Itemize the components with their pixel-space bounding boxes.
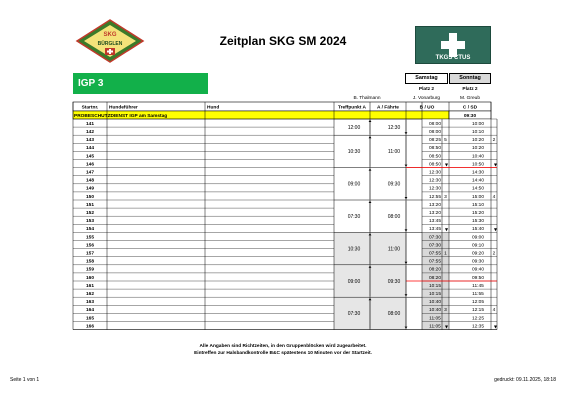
col-header: B / UO: [419, 105, 435, 111]
cell-c-bg: [449, 151, 491, 159]
arrow-up-head: [369, 120, 372, 122]
time-c: 09:20: [471, 251, 485, 257]
judge-right: M. Greub: [460, 96, 480, 101]
cell-c-bg: [449, 143, 491, 151]
arrow-up-head: [369, 201, 372, 203]
time-b: 11:05: [429, 324, 441, 330]
time-c: 15:30: [471, 219, 485, 225]
time-b: 12:30: [428, 186, 442, 192]
time-c: 12:15: [471, 308, 485, 314]
col-header: Hund: [207, 105, 220, 111]
treffpunkt-time: 09:00: [347, 278, 361, 285]
start-number: 164: [85, 308, 95, 314]
time-c: 09:40: [471, 267, 485, 273]
cell-c-bg: [449, 216, 491, 224]
time-c: 14:30: [471, 170, 485, 176]
treffpunkt-time: 07:30: [347, 311, 361, 318]
time-b: 10:15: [428, 283, 442, 289]
time-b: 07:55: [428, 251, 442, 257]
time-b: 07:55: [428, 259, 442, 265]
start-number: 156: [85, 243, 95, 249]
cell-c-bg: [449, 289, 491, 297]
time-c: 10:00: [471, 121, 485, 127]
time-c: 10:10: [471, 130, 485, 135]
cell-c-bg: [449, 160, 491, 168]
tkgs-logo-text: TKGS CTUS: [435, 55, 471, 61]
start-number: 159: [85, 267, 95, 273]
cell-c-bg: [449, 135, 491, 143]
group-b: 3: [444, 308, 447, 314]
arrow-down-icon: [494, 164, 497, 167]
cell-c-bg: [449, 297, 491, 305]
time-b: 08:25: [428, 138, 442, 144]
start-number: 143: [85, 138, 95, 144]
time-b: 08:50: [428, 162, 442, 168]
start-number: 154: [85, 227, 95, 233]
time-b: 12:30: [428, 170, 442, 176]
col-header: Treffpunkt A: [337, 105, 367, 111]
time-c: 15:10: [471, 202, 485, 208]
group-c: 4: [492, 194, 496, 200]
col-header: Startnr.: [81, 105, 99, 111]
time-c: 09:10: [471, 243, 485, 249]
time-c: 10:20: [471, 138, 485, 144]
faehrte-time: 11:00: [387, 246, 401, 253]
start-number: 142: [85, 130, 95, 135]
time-b: 07:30: [428, 235, 442, 241]
section-time: 09:30: [463, 113, 477, 119]
footer-line-1: Alle Angaben sind Richtzeiten, in den Gruppenblöcken wird zugearbeitet.: [199, 344, 367, 349]
time-c: 12:05: [471, 300, 485, 306]
time-c: 15:20: [471, 211, 485, 216]
arrow-down-head: [405, 197, 408, 199]
time-b: 11:05: [429, 316, 441, 322]
treffpunkt-time: 09:00: [347, 181, 361, 188]
faehrte-time: 09:30: [387, 181, 401, 188]
cell-c-bg: [449, 168, 491, 176]
start-number: 158: [85, 259, 95, 265]
judge-center: B. Thalmann: [353, 96, 381, 101]
time-c: 11:45: [472, 283, 484, 289]
time-b: 10:40: [428, 300, 442, 306]
cell-c-bg: [449, 232, 491, 240]
start-number: 150: [85, 194, 95, 200]
faehrte-time: 08:00: [387, 311, 401, 318]
treffpunkt-time: 10:30: [347, 246, 361, 253]
start-number: 152: [85, 211, 95, 216]
time-b: 10:15: [428, 292, 442, 297]
group-c: 2: [492, 251, 496, 257]
time-c: 09:30: [471, 259, 485, 265]
time-b: 10:40: [428, 308, 442, 314]
arrow-down-head: [405, 165, 408, 167]
arrow-down-head: [405, 229, 408, 231]
cell-c-bg: [449, 305, 491, 313]
col-header: A / Fährte: [377, 105, 399, 111]
col-header: Hundeführer: [109, 105, 138, 111]
cell-c-bg: [449, 313, 491, 321]
time-b: 13:20: [428, 211, 442, 216]
start-number: 148: [85, 178, 95, 184]
time-b: 08:00: [428, 121, 442, 127]
time-b: 08:50: [428, 154, 442, 160]
cell-c-bg: [449, 265, 491, 273]
start-number: 165: [85, 316, 95, 322]
time-c: 14:50: [471, 186, 485, 192]
group-c: 4: [492, 308, 496, 314]
time-b: 13:45: [428, 227, 442, 233]
time-b: 08:50: [428, 146, 442, 152]
arrow-down-head: [405, 132, 408, 134]
judge-left: J. Vonarburg: [412, 96, 441, 101]
start-number: 147: [85, 170, 95, 176]
logo-text-top: SKG: [103, 32, 117, 38]
time-b: 08:00: [428, 130, 442, 135]
faehrte-time: 08:00: [387, 214, 401, 220]
time-b: 12:30: [428, 178, 442, 184]
arrow-up-head: [369, 136, 372, 138]
time-c: 14:40: [471, 178, 485, 184]
start-number: 161: [85, 283, 95, 289]
platz-right: Platz 2: [462, 87, 478, 92]
group-b: 3: [444, 194, 447, 200]
start-number: 155: [85, 235, 95, 241]
time-b: 08:20: [428, 267, 442, 273]
time-c: 11:55: [472, 292, 484, 297]
time-c: 12:35: [471, 324, 485, 330]
cell-c-bg: [449, 281, 491, 289]
start-number: 146: [85, 162, 95, 168]
col-header: C / SD: [462, 105, 478, 111]
time-c: 15:00: [471, 194, 485, 200]
print-date: gedruckt: 09.11.2025, 18:18: [494, 377, 556, 383]
time-b: 07:30: [428, 243, 442, 249]
start-number: 160: [85, 275, 95, 281]
faehrte-time: 11:00: [387, 149, 401, 156]
time-c: 10:20: [471, 146, 485, 152]
time-b: 12:55: [428, 194, 442, 200]
treffpunkt-time: 10:30: [347, 149, 361, 156]
start-number: 163: [85, 300, 95, 306]
page-title: Zeitplan SKG SM 2024: [219, 34, 347, 48]
group-c: 2: [492, 138, 496, 144]
start-number: 157: [85, 251, 95, 257]
group-b: 5: [444, 138, 447, 144]
cell-c-bg: [449, 208, 491, 216]
arrow-down-icon: [494, 228, 497, 231]
time-c: 10:50: [471, 162, 485, 168]
logo-text-mid: BÜRGLEN: [97, 41, 123, 47]
time-b: 13:45: [428, 219, 442, 225]
start-number: 151: [85, 202, 95, 208]
time-b: 13:20: [428, 202, 442, 208]
cell-c-bg: [449, 249, 491, 257]
igp-banner: IGP 3: [73, 73, 208, 94]
page-number: Seite 1 von 1: [10, 377, 40, 383]
cell-c-bg: [449, 200, 491, 208]
start-number: 145: [85, 154, 95, 160]
faehrte-time: 09:30: [387, 278, 401, 285]
footer-note: [0, 343, 566, 357]
time-c: 15:40: [471, 227, 485, 233]
cell-c-bg: [449, 322, 491, 330]
footer-line-2: Eintreffen zur Halsbandkontrolle B&C spätestens 10 Minuten vor der Startzeit.: [194, 351, 372, 356]
start-number: 141: [85, 121, 95, 127]
group-b: 1: [444, 251, 447, 257]
arrow-down-icon: [494, 326, 497, 329]
time-c: 09:50: [471, 275, 485, 281]
time-c: 10:40: [471, 154, 485, 160]
cell-c-bg: [449, 273, 491, 281]
cell-c-bg: [449, 119, 491, 127]
time-c: 09:00: [471, 235, 485, 241]
start-number: 144: [85, 146, 95, 152]
treffpunkt-time: 07:30: [347, 214, 361, 220]
faehrte-time: 12:30: [387, 124, 401, 131]
treffpunkt-time: 12:00: [347, 124, 361, 131]
time-c: 12:25: [471, 316, 485, 322]
day-header-samstag: Samstag: [405, 73, 448, 84]
cell-c-bg: [449, 257, 491, 265]
cell-c-bg: [449, 184, 491, 192]
cell-c-bg: [449, 176, 491, 184]
cell-c-bg: [449, 127, 491, 135]
cell-c-bg: [449, 192, 491, 200]
platz-left: Platz 2: [418, 87, 435, 92]
section-label: PROBESCHUTZDIENST IGP am Samstag: [74, 113, 168, 119]
day-header-sonntag: Sonntag: [449, 73, 491, 84]
arrow-up-head: [369, 168, 372, 170]
cell-c-bg: [449, 224, 491, 232]
cell-c-bg: [449, 241, 491, 249]
start-number: 162: [85, 292, 95, 297]
start-number: 153: [85, 219, 95, 225]
start-number: 149: [85, 186, 95, 192]
time-b: 08:20: [428, 275, 442, 281]
start-number: 166: [85, 324, 95, 330]
